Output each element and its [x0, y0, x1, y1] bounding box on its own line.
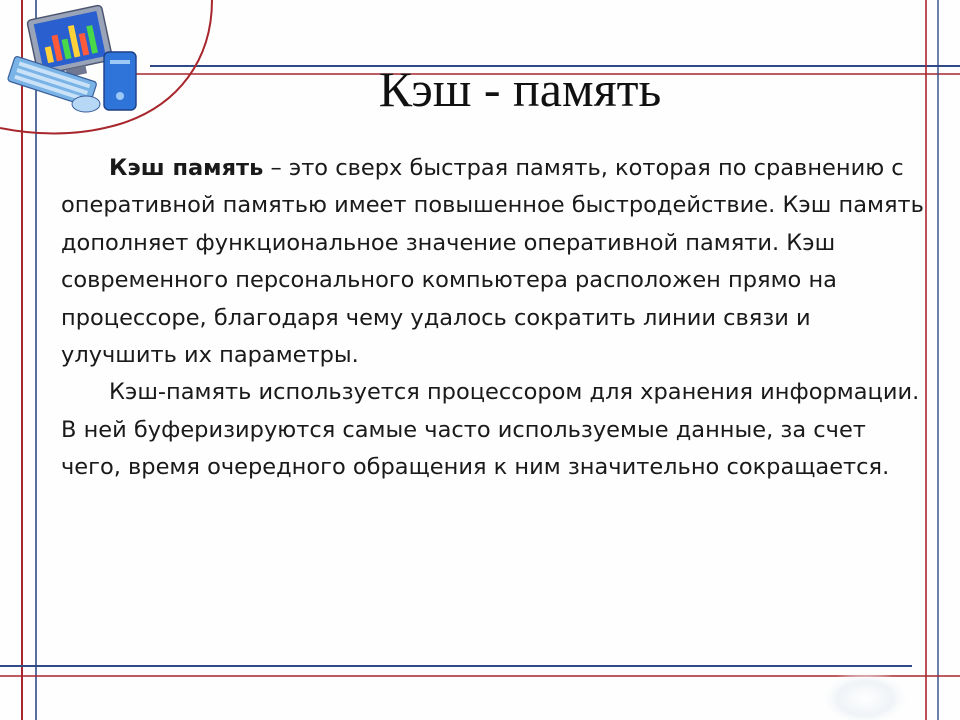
slide-title: Кэш - память [378, 61, 662, 117]
paragraph-usage: Кэш-память используется процессором для хранения информации. В ней буферизируются самые часто используемые данные, за счет чего, время очередного обращения к ним значительно сокращается. [61, 379, 920, 481]
term-bold: Кэш память [109, 155, 264, 181]
paragraph-definition [61, 150, 931, 374]
slide-body [61, 150, 931, 487]
decorative-glow [820, 660, 910, 720]
computer-clipart-icon [0, 0, 165, 120]
paragraph-definition-text: – это сверх быстрая память, которая по сравнению с оперативной памятью имеет повышенное быстродействие. Кэш память дополняет функциональное значение оперативной памяти. Кэш современного персонального компьютера расположен прямо на процессоре, благодаря чему удалось сократить линии связи и улучшить их параметры. [61, 155, 924, 369]
